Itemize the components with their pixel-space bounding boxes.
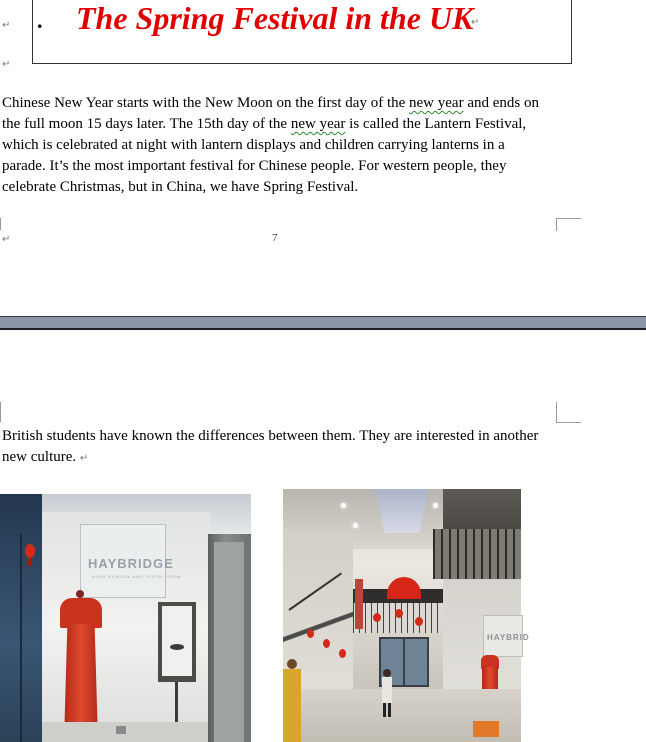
photo-sign-text: HAYBRIDGE [88, 556, 174, 571]
document-title[interactable]: The Spring Festival in the UK [76, 0, 474, 36]
paragraph-text: and ends on the full moon 15 days later. The 15th day of the [2, 95, 539, 132]
paragraph-text: Chinese New Year starts with the New Moon on the first day of the [2, 95, 410, 111]
title-paragraph-mark: ↵ [471, 17, 480, 28]
spellcheck-flagged-text[interactable]: new year [409, 95, 464, 111]
photo-sign-subtext: HIGH SCHOOL AND SIXTH FORM [92, 574, 181, 579]
title-frame [32, 0, 572, 64]
photo-school-atrium[interactable] [283, 489, 530, 742]
page-corner-mark [556, 218, 581, 231]
paragraph-mark: ↵ [79, 453, 89, 464]
page-break-separator [0, 316, 646, 330]
paragraph-text: British students have known the differences between them. They are interested in another new culture. [2, 428, 539, 465]
paragraph-mark: ↵ [2, 234, 11, 245]
photo-sign-text: HAYBRID [487, 633, 530, 642]
page-corner-mark [0, 402, 1, 422]
page-corner-mark [0, 218, 1, 230]
body-paragraph-1[interactable] [2, 93, 542, 198]
spellcheck-flagged-text[interactable]: new year [290, 116, 346, 132]
title-bullet: . [37, 8, 43, 33]
page-corner-mark [556, 402, 581, 423]
paragraph-text: is called the Lantern Festival, which is celebrated at night with lantern displays and children carrying lanterns in a parade. It’s the most important festival for Chinese people. For western people, they celebrate Christmas, but in China, we have Spring Festival. [2, 116, 527, 195]
photo-school-entrance[interactable] [0, 494, 251, 742]
body-paragraph-2[interactable] [2, 426, 542, 469]
paragraph-mark: ↵ [2, 59, 11, 70]
paragraph-mark: ↵ [2, 20, 11, 31]
page-number: 7 [272, 232, 278, 244]
